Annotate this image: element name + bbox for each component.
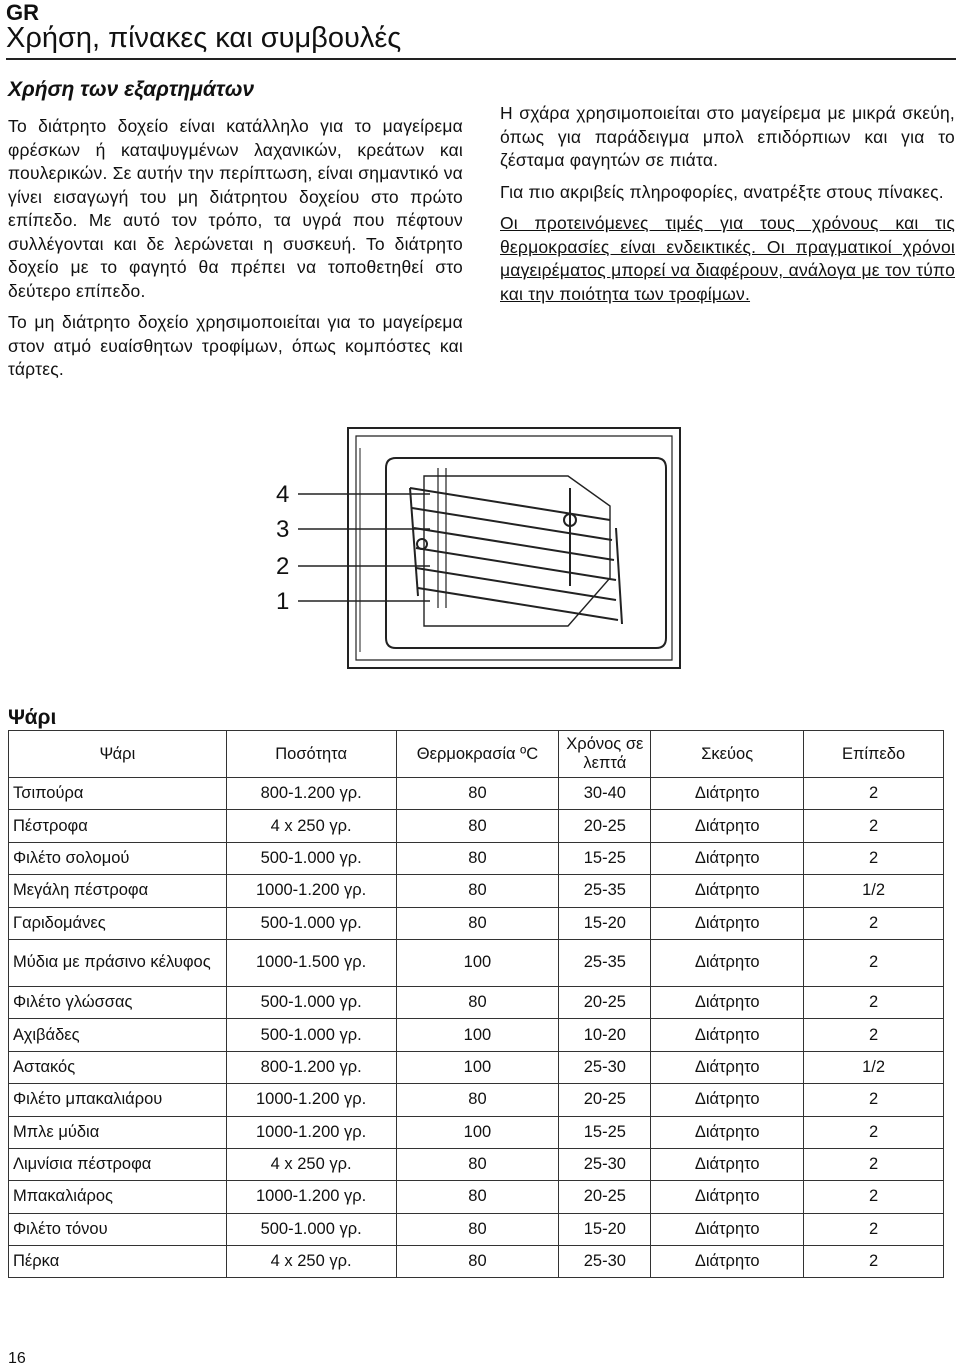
- column-header-quantity: Ποσότητα: [226, 731, 396, 778]
- cell-vessel: Διάτρητο: [651, 1019, 804, 1051]
- table-row: [9, 1019, 944, 1051]
- cell-quantity: 500-1.000 γρ.: [226, 842, 396, 874]
- cell-time: 25-30: [559, 1246, 651, 1278]
- right-column: [500, 102, 955, 314]
- cell-quantity: 500-1.000 γρ.: [226, 1019, 396, 1051]
- table-header-row: [9, 731, 944, 778]
- paragraph: Για πιο ακριβείς πληροφορίες, ανατρέξτε στους πίνακες.: [500, 181, 944, 202]
- cell-level: 1/2: [804, 875, 944, 907]
- language-label: GR: [6, 0, 39, 25]
- cell-time: 20-25: [559, 1181, 651, 1213]
- cell-temperature: 80: [396, 778, 559, 810]
- cell-quantity: 1000-1.200 γρ.: [226, 875, 396, 907]
- level-3-label: 3: [276, 516, 290, 543]
- cell-time: 15-20: [559, 907, 651, 939]
- cell-temperature: 100: [396, 1116, 559, 1148]
- cell-temperature: 80: [396, 1148, 559, 1180]
- cell-temperature: 100: [396, 1019, 559, 1051]
- cell-fish: Φιλέτο σολομού: [9, 842, 227, 874]
- cell-fish: Λιμνίσια πέστροφα: [9, 1148, 227, 1180]
- cell-level: 2: [804, 986, 944, 1018]
- note-paragraph: Οι προτεινόμενες τιμές για τους χρόνους και τις θερμοκρασίες είναι ενδεικτικές. Οι πραγματικοί χρόνοι μαγειρέματος μπορεί να διαφέρουν, ανάλογα με τον τύπο και την ποιότητα των τροφίμων.: [500, 213, 955, 304]
- cell-level: 2: [804, 1116, 944, 1148]
- cell-temperature: 80: [396, 1246, 559, 1278]
- paragraph: Το διάτρητο δοχείο είναι κατάλληλο για το μαγείρεμα φρέσκων ή καταψυγμένων λαχανικών, κρεάτων και πουλερικών. Σε αυτήν την περίπτωση, είναι σημαντικό να γίνει εισαγωγή του μη διάτρητου δοχείου στο πρώτο επίπεδο. Με αυτό τον τρόπο, τα υγρά που πέφτουν συλλέγονται και δε λερώνεται η συσκευή. Το διάτρητο δοχείο με το φαγητό θα πρέπει να τοποθετηθεί στο δεύτερο επίπεδο.: [8, 116, 463, 301]
- cell-quantity: 1000-1.200 γρ.: [226, 1181, 396, 1213]
- cell-quantity: 1000-1.200 γρ.: [226, 1084, 396, 1116]
- paragraph: Το μη διάτρητο δοχείο χρησιμοποιείται για το μαγείρεμα στον ατμό ευαίσθητων τροφίμων, όπως κομπόστες και τάρτες.: [8, 312, 463, 379]
- cell-time: 20-25: [559, 810, 651, 842]
- column-header-temperature: Θερμοκρασία ºC: [396, 731, 559, 778]
- cell-quantity: 4 x 250 γρ.: [226, 1148, 396, 1180]
- cell-vessel: Διάτρητο: [651, 1148, 804, 1180]
- column-header-vessel: Σκεύος: [651, 731, 804, 778]
- cell-level: 2: [804, 1213, 944, 1245]
- level-2-label: 2: [276, 553, 290, 580]
- cell-quantity: 1000-1.200 γρ.: [226, 1116, 396, 1148]
- cell-quantity: 800-1.200 γρ.: [226, 1051, 396, 1083]
- cell-temperature: 100: [396, 1051, 559, 1083]
- cell-quantity: 500-1.000 γρ.: [226, 1213, 396, 1245]
- cell-vessel: Διάτρητο: [651, 1213, 804, 1245]
- level-1-label: 1: [276, 588, 290, 615]
- cell-time: 20-25: [559, 986, 651, 1018]
- cell-temperature: 80: [396, 1213, 559, 1245]
- section-subtitle: Χρήση των εξαρτημάτων: [8, 78, 255, 101]
- cell-level: 2: [804, 1084, 944, 1116]
- cell-vessel: Διάτρητο: [651, 939, 804, 986]
- paragraph: Η σχάρα χρησιμοποιείται στο μαγείρεμα με μικρά σκεύη, όπως για παράδειγμα μπολ επιδόρπιων και για το ζέσταμα φαγητών σε πιάτα.: [500, 103, 955, 170]
- cell-temperature: 80: [396, 907, 559, 939]
- cell-quantity: 800-1.200 γρ.: [226, 778, 396, 810]
- table-row: [9, 1246, 944, 1278]
- cell-level: 2: [804, 778, 944, 810]
- cell-temperature: 80: [396, 986, 559, 1018]
- cell-vessel: Διάτρητο: [651, 810, 804, 842]
- cell-fish: Πέρκα: [9, 1246, 227, 1278]
- cell-temperature: 80: [396, 842, 559, 874]
- cell-level: 2: [804, 907, 944, 939]
- cell-vessel: Διάτρητο: [651, 1181, 804, 1213]
- cell-level: 1/2: [804, 1051, 944, 1083]
- level-4-label: 4: [276, 481, 290, 508]
- column-header-fish: Ψάρι: [9, 731, 227, 778]
- shelf-rail: [412, 508, 612, 540]
- cell-fish: Μπακαλιάρος: [9, 1181, 227, 1213]
- cell-quantity: 4 x 250 γρ.: [226, 1246, 396, 1278]
- title-divider: [6, 58, 956, 60]
- cell-level: 2: [804, 842, 944, 874]
- cell-quantity: 500-1.000 γρ.: [226, 907, 396, 939]
- cell-time: 10-20: [559, 1019, 651, 1051]
- cell-fish: Γαριδομάνες: [9, 907, 227, 939]
- column-header-time: Χρόνος σε λεπτά: [559, 731, 651, 778]
- table-row: [9, 1148, 944, 1180]
- cell-time: 25-30: [559, 1051, 651, 1083]
- shelf-rail: [410, 488, 610, 520]
- table-row: [9, 1051, 944, 1083]
- cell-time: 25-35: [559, 939, 651, 986]
- steam-outlet-icon: [417, 539, 427, 549]
- cell-fish: Φιλέτο τόνου: [9, 1213, 227, 1245]
- cell-vessel: Διάτρητο: [651, 1246, 804, 1278]
- cell-fish: Τσιπούρα: [9, 778, 227, 810]
- cell-level: 2: [804, 939, 944, 986]
- cell-time: 15-25: [559, 842, 651, 874]
- left-column: [8, 115, 463, 390]
- table-row: [9, 778, 944, 810]
- cell-vessel: Διάτρητο: [651, 986, 804, 1018]
- page-title: Χρήση, πίνακες και συμβουλές: [6, 22, 402, 54]
- cell-fish: Φιλέτο μπακαλιάρου: [9, 1084, 227, 1116]
- cell-vessel: Διάτρητο: [651, 842, 804, 874]
- cell-quantity: 1000-1.500 γρ.: [226, 939, 396, 986]
- cell-time: 20-25: [559, 1084, 651, 1116]
- table-row: [9, 939, 944, 986]
- cell-temperature: 80: [396, 875, 559, 907]
- cell-time: 30-40: [559, 778, 651, 810]
- shelf-rail: [414, 528, 614, 560]
- cell-fish: Μεγάλη πέστροφα: [9, 875, 227, 907]
- cell-time: 25-35: [559, 875, 651, 907]
- column-header-level: Επίπεδο: [804, 731, 944, 778]
- cell-fish: Μπλε μύδια: [9, 1116, 227, 1148]
- cell-fish: Φιλέτο γλώσσας: [9, 986, 227, 1018]
- shelf-side: [616, 528, 622, 624]
- cell-level: 2: [804, 1181, 944, 1213]
- cell-fish: Αχιβάδες: [9, 1019, 227, 1051]
- cell-time: 15-20: [559, 1213, 651, 1245]
- cell-quantity: 4 x 250 γρ.: [226, 810, 396, 842]
- table-row: [9, 810, 944, 842]
- oven-outer-frame: [348, 428, 680, 668]
- cell-vessel: Διάτρητο: [651, 1051, 804, 1083]
- cell-fish: Πέστροφα: [9, 810, 227, 842]
- cell-level: 2: [804, 1148, 944, 1180]
- cell-temperature: 80: [396, 1181, 559, 1213]
- cell-temperature: 80: [396, 1084, 559, 1116]
- cell-temperature: 100: [396, 939, 559, 986]
- cell-fish: Μύδια με πράσινο κέλυφος: [9, 939, 227, 986]
- cell-vessel: Διάτρητο: [651, 1116, 804, 1148]
- cell-temperature: 80: [396, 810, 559, 842]
- cell-quantity: 500-1.000 γρ.: [226, 986, 396, 1018]
- cell-time: 15-25: [559, 1116, 651, 1148]
- cell-vessel: Διάτρητο: [651, 907, 804, 939]
- cell-vessel: Διάτρητο: [651, 778, 804, 810]
- table-row: [9, 1084, 944, 1116]
- cell-fish: Αστακός: [9, 1051, 227, 1083]
- table-row: [9, 986, 944, 1018]
- table-row: [9, 907, 944, 939]
- oven-levels-diagram: [270, 418, 690, 684]
- cell-level: 2: [804, 1246, 944, 1278]
- fish-table-heading: Ψάρι: [8, 706, 57, 729]
- table-row: [9, 1116, 944, 1148]
- table-row: [9, 875, 944, 907]
- cell-vessel: Διάτρητο: [651, 1084, 804, 1116]
- cell-level: 2: [804, 1019, 944, 1051]
- cell-time: 25-30: [559, 1148, 651, 1180]
- table-row: [9, 842, 944, 874]
- cell-vessel: Διάτρητο: [651, 875, 804, 907]
- fish-cooking-table: [8, 730, 944, 1278]
- table-row: [9, 1213, 944, 1245]
- page-number: 16: [8, 1350, 26, 1367]
- table-row: [9, 1181, 944, 1213]
- oven-cavity: [386, 458, 666, 648]
- cell-level: 2: [804, 810, 944, 842]
